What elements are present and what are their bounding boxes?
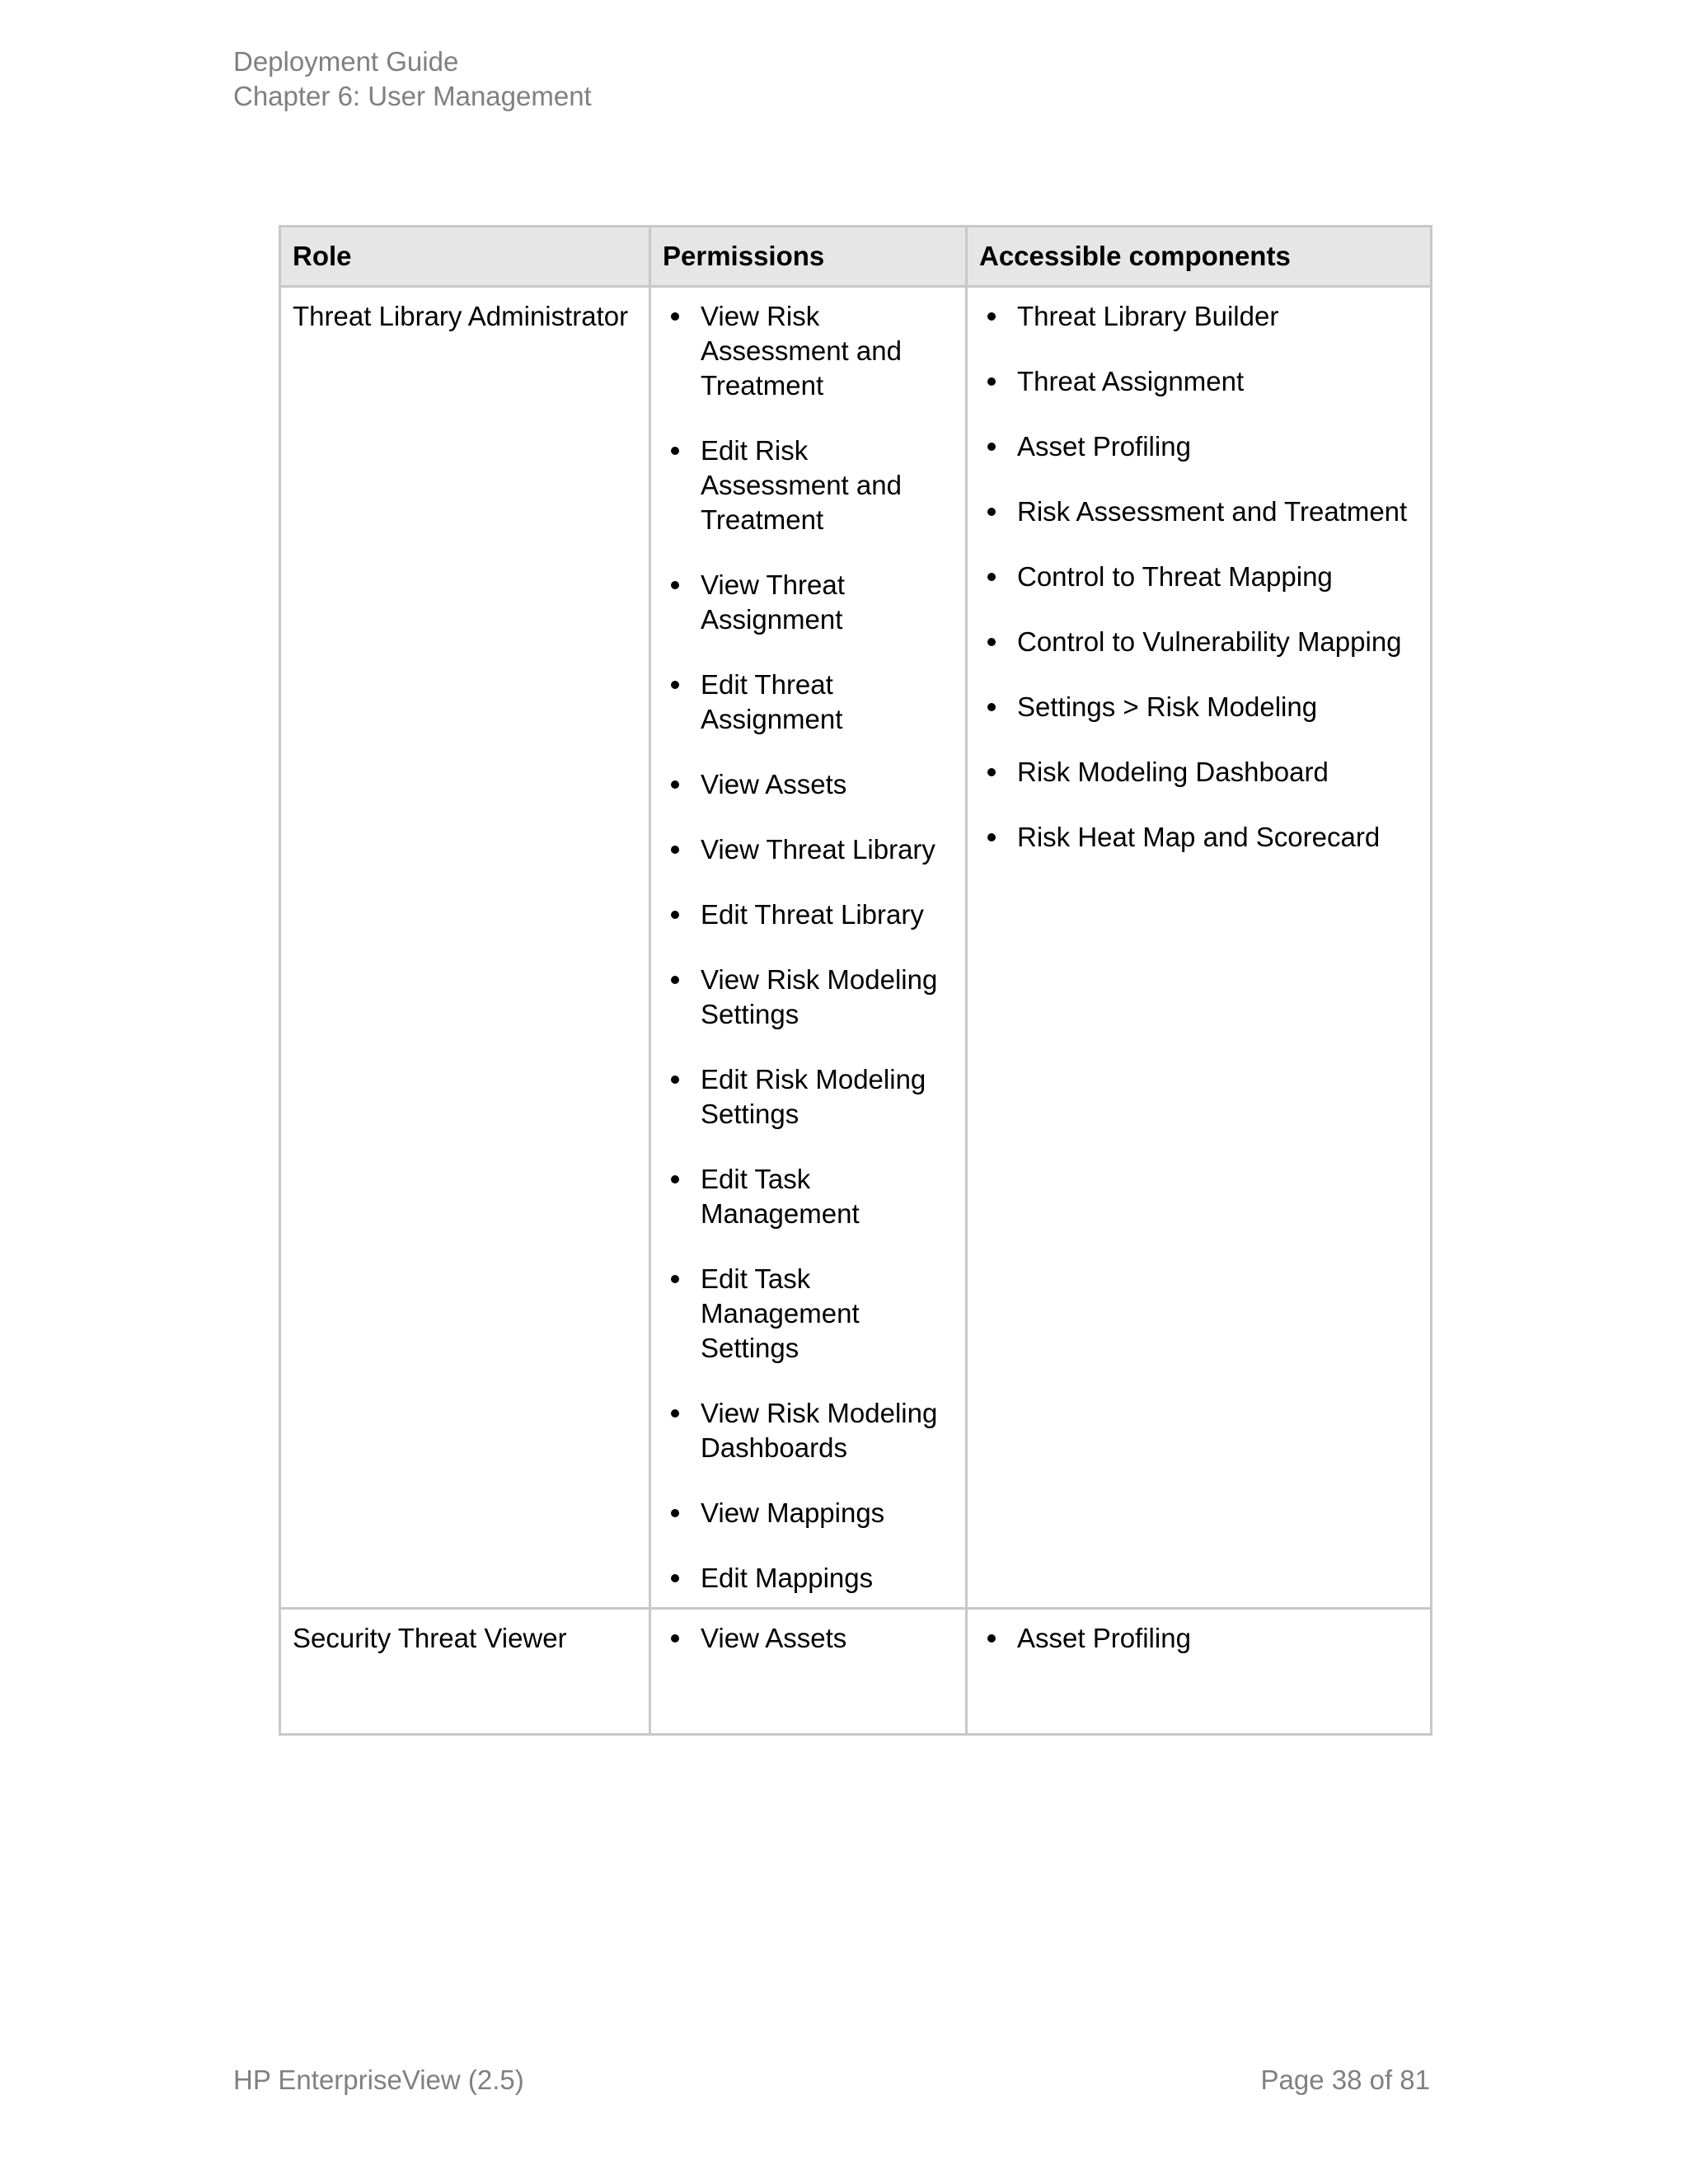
bullet-icon	[987, 312, 996, 321]
list-item	[979, 820, 1418, 855]
list-item-text: Control to Threat Mapping	[1017, 561, 1333, 592]
list-item	[663, 668, 954, 737]
permissions-list	[663, 299, 954, 1596]
list-item-text: Edit Threat Library	[701, 899, 924, 930]
bullet-icon	[671, 976, 679, 984]
list-item	[663, 1561, 954, 1596]
list-item	[979, 755, 1418, 790]
table-row	[280, 287, 1432, 1609]
footer-page-number: Page 38 of 81	[1260, 2064, 1430, 2095]
list-item	[979, 429, 1418, 464]
list-item-text: Asset Profiling	[1017, 431, 1191, 462]
column-header-role: Role	[280, 227, 650, 287]
list-item	[663, 434, 954, 537]
list-item	[663, 1621, 954, 1656]
list-item-text: Edit Threat Assignment	[701, 669, 843, 734]
permissions-cell	[650, 287, 967, 1609]
page-header	[233, 45, 592, 114]
list-item-text: Settings > Risk Modeling	[1017, 691, 1318, 722]
table-row	[280, 1609, 1432, 1735]
list-item-text: Risk Assessment and Treatment	[1017, 496, 1408, 527]
bullet-icon	[987, 638, 996, 646]
list-item	[663, 1162, 954, 1231]
list-item	[979, 560, 1418, 594]
bullet-icon	[671, 1634, 679, 1643]
list-item	[663, 1496, 954, 1530]
list-item-text: Edit Mappings	[701, 1563, 874, 1593]
bullet-icon	[987, 1634, 996, 1643]
bullet-icon	[671, 1275, 679, 1283]
components-list	[979, 299, 1418, 855]
list-item	[663, 963, 954, 1032]
bullet-icon	[987, 768, 996, 776]
bullet-icon	[671, 780, 679, 789]
list-item-text: View Risk Modeling Settings	[701, 964, 938, 1029]
list-item-text: Edit Risk Modeling Settings	[701, 1064, 926, 1129]
components-cell	[967, 287, 1432, 1609]
permissions-cell	[650, 1609, 967, 1735]
list-item-text: View Risk Modeling Dashboards	[701, 1398, 938, 1463]
list-item-text: Control to Vulnerability Mapping	[1017, 626, 1402, 657]
bullet-icon	[987, 833, 996, 841]
list-item	[979, 625, 1418, 659]
role-cell: Threat Library Administrator	[280, 287, 650, 1609]
permissions-list	[663, 1621, 954, 1656]
list-item-text: View Assets	[701, 769, 847, 799]
list-item-text: View Threat Assignment	[701, 569, 845, 635]
bullet-icon	[671, 1574, 679, 1582]
column-header-accessible-components: Accessible components	[967, 227, 1432, 287]
bullet-icon	[987, 573, 996, 581]
list-item-text: View Mappings	[701, 1497, 885, 1528]
bullet-icon	[671, 1509, 679, 1517]
list-item-text: Edit Risk Assessment and Treatment	[701, 435, 902, 535]
footer-product: HP EnterpriseView (2.5)	[233, 2064, 524, 2095]
list-item-text: View Assets	[701, 1623, 847, 1653]
bullet-icon	[671, 447, 679, 455]
list-item	[663, 1396, 954, 1465]
list-item	[663, 832, 954, 867]
list-item	[979, 494, 1418, 529]
role-cell: Security Threat Viewer	[280, 1609, 650, 1735]
list-item-text: Threat Assignment	[1017, 366, 1245, 396]
list-item-text: Asset Profiling	[1017, 1623, 1191, 1653]
bullet-icon	[671, 681, 679, 689]
list-item-text: View Risk Assessment and Treatment	[701, 301, 902, 401]
bullet-icon	[987, 703, 996, 711]
list-item	[663, 1262, 954, 1366]
list-item-text: Edit Task Management	[701, 1164, 860, 1229]
bullet-icon	[671, 1076, 679, 1084]
list-item-text: View Threat Library	[701, 834, 935, 865]
list-item	[979, 690, 1418, 724]
list-item-text: Risk Modeling Dashboard	[1017, 757, 1329, 787]
bullet-icon	[671, 1409, 679, 1418]
bullet-icon	[987, 508, 996, 516]
list-item	[979, 1621, 1418, 1656]
chapter-title: Chapter 6: User Management	[233, 81, 592, 111]
document-title: Deployment Guide	[233, 46, 459, 77]
list-item-text: Edit Task Management Settings	[701, 1263, 860, 1363]
column-header-permissions: Permissions	[650, 227, 967, 287]
list-item	[663, 767, 954, 802]
list-item	[663, 299, 954, 403]
list-item	[979, 364, 1418, 399]
bullet-icon	[671, 1175, 679, 1183]
roles-permissions-table	[279, 225, 1432, 1736]
bullet-icon	[987, 377, 996, 386]
bullet-icon	[671, 581, 679, 589]
table-header-row	[280, 227, 1432, 287]
list-item	[663, 898, 954, 932]
list-item	[663, 568, 954, 637]
bullet-icon	[671, 312, 679, 321]
list-item-text: Risk Heat Map and Scorecard	[1017, 822, 1381, 852]
bullet-icon	[671, 846, 679, 854]
components-cell	[967, 1609, 1432, 1735]
bullet-icon	[987, 443, 996, 451]
list-item	[979, 299, 1418, 334]
list-item	[663, 1062, 954, 1132]
bullet-icon	[671, 911, 679, 919]
components-list	[979, 1621, 1418, 1656]
list-item-text: Threat Library Builder	[1017, 301, 1279, 331]
